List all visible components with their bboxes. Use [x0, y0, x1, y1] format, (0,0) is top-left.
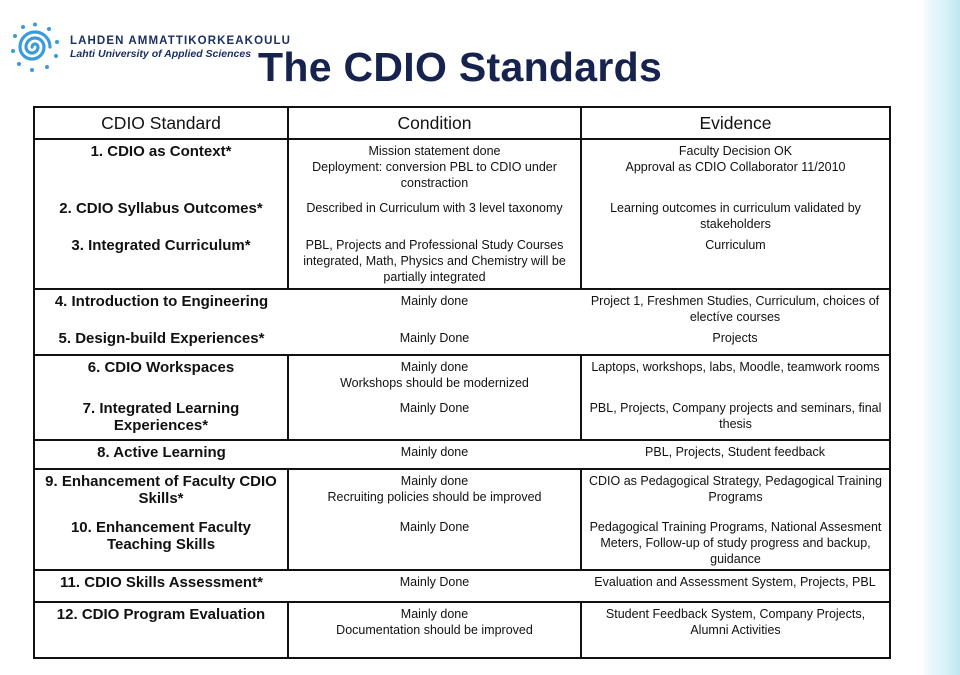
table-row — [34, 355, 890, 397]
evidence-cell — [581, 602, 890, 658]
evidence-line: Projects — [712, 331, 758, 345]
standard-cell: 10. Enhancement Faculty Teaching Skills — [34, 516, 288, 570]
table-row — [34, 234, 890, 289]
table-row — [34, 139, 890, 197]
condition-line: Mission statement done — [368, 144, 501, 158]
standard-cell: 2. CDIO Syllabus Outcomes* — [34, 197, 288, 234]
table-row — [34, 197, 890, 234]
standard-cell: 6. CDIO Workspaces — [34, 355, 288, 397]
table-row — [34, 440, 890, 469]
evidence-line: Approval as CDIO Collaborator 11/2010 — [625, 160, 846, 174]
condition-line: Workshops should be modernized — [340, 376, 529, 390]
standard-cell: 8. Active Learning — [34, 440, 288, 469]
evidence-cell — [581, 440, 890, 469]
standard-cell: 5. Design-build Experiences* — [58, 330, 265, 347]
condition-cell — [288, 570, 581, 602]
condition-cell — [288, 234, 581, 289]
standard-cell: 3. Integrated Curriculum* — [34, 234, 288, 289]
condition-line: Mainly done — [400, 474, 469, 488]
condition-cell — [288, 469, 581, 516]
condition-cell — [288, 197, 581, 234]
standard-cell: 11. CDIO Skills Assessment* — [34, 570, 288, 602]
evidence-line: PBL, Projects, Company projects and seminars, final thesis — [589, 401, 882, 431]
standard-cell: 1. CDIO as Context* — [34, 139, 288, 197]
evidence-cell — [581, 234, 890, 289]
condition-cell — [288, 139, 581, 197]
condition-cell — [288, 397, 581, 440]
standard-cell: 7. Integrated Learning Experiences* — [34, 397, 288, 440]
table-row — [34, 602, 890, 658]
decorative-side-band — [924, 0, 960, 675]
condition-cell — [288, 289, 581, 327]
condition-line: PBL, Projects and Professional Study Courses integrated, Math, Physics and Chemistry will be partially integrated — [303, 238, 566, 284]
spiral-logo-icon — [10, 22, 60, 72]
standard-cell: 4. Introduction to Engineering — [34, 289, 288, 327]
evidence-line: Learning outcomes in curriculum validated by stakeholders — [610, 201, 861, 231]
condition-line: Mainly done — [400, 445, 469, 459]
evidence-line: Faculty Decision OK — [678, 144, 793, 158]
condition-cell — [288, 327, 581, 355]
evidence-line: Project 1, Freshmen Studies, Curriculum, choices of electíve courses — [590, 294, 880, 324]
evidence-cell — [581, 327, 890, 355]
evidence-line: Evaluation and Assessment System, Projects, PBL — [594, 575, 876, 589]
condition-line: Mainly Done — [399, 520, 470, 534]
column-header-evidence: Evidence — [581, 107, 890, 139]
condition-cell — [288, 355, 581, 397]
condition-line: Mainly done — [400, 607, 469, 621]
logo-name: LAHDEN AMMATTIKORKEAKOULU — [70, 34, 292, 47]
evidence-cell — [581, 355, 890, 397]
condition-line: Mainly Done — [399, 401, 470, 415]
condition-cell — [288, 602, 581, 658]
table-row — [34, 289, 890, 327]
cdio-standards-table — [33, 106, 891, 659]
condition-cell — [288, 440, 581, 469]
evidence-line: Curriculum — [705, 238, 766, 252]
table-row — [34, 516, 890, 570]
logo-subtitle: Lahti University of Applied Sciences — [70, 47, 252, 60]
table-header-row — [34, 107, 890, 139]
evidence-cell — [581, 397, 890, 440]
evidence-line: Laptops, workshops, labs, Moodle, teamwork rooms — [591, 360, 880, 374]
condition-line: Deployment: conversion PBL to CDIO under constraction — [312, 160, 557, 190]
university-logo — [10, 22, 291, 72]
table-row — [34, 397, 890, 440]
page-title: The CDIO Standards — [258, 44, 663, 90]
condition-line: Recruiting policies should be improved — [327, 490, 542, 504]
evidence-cell — [581, 289, 890, 327]
standard-cell: 12. CDIO Program Evaluation — [34, 602, 288, 658]
condition-line: Documentation should be improved — [336, 623, 533, 637]
evidence-line: CDIO as Pedagogical Strategy, Pedagogical Training Programs — [589, 474, 882, 504]
standard-cell: 9. Enhancement of Faculty CDIO Skills* — [34, 469, 288, 516]
condition-cell — [288, 516, 581, 570]
table-row — [34, 327, 890, 355]
evidence-line: Student Feedback System, Company Projects, Alumni Activities — [605, 607, 866, 637]
evidence-cell — [581, 570, 890, 602]
table-row — [34, 570, 890, 602]
condition-line: Mainly done — [400, 360, 469, 374]
condition-line: Mainly Done — [399, 331, 470, 345]
evidence-cell — [581, 139, 890, 197]
evidence-cell — [581, 469, 890, 516]
evidence-line: Pedagogical Training Programs, National Assesment Meters, Follow-up of study progress and backup, guidance — [589, 520, 882, 566]
column-header-standard: CDIO Standard — [34, 107, 288, 139]
condition-line: Mainly Done — [399, 575, 470, 589]
evidence-cell — [581, 516, 890, 570]
condition-line: Described in Curriculum with 3 level taxonomy — [306, 201, 563, 215]
table-row — [34, 469, 890, 516]
evidence-line: PBL, Projects, Student feedback — [645, 445, 825, 459]
condition-line: Mainly done — [400, 294, 469, 308]
column-header-condition: Condition — [288, 107, 581, 139]
evidence-cell — [581, 197, 890, 234]
